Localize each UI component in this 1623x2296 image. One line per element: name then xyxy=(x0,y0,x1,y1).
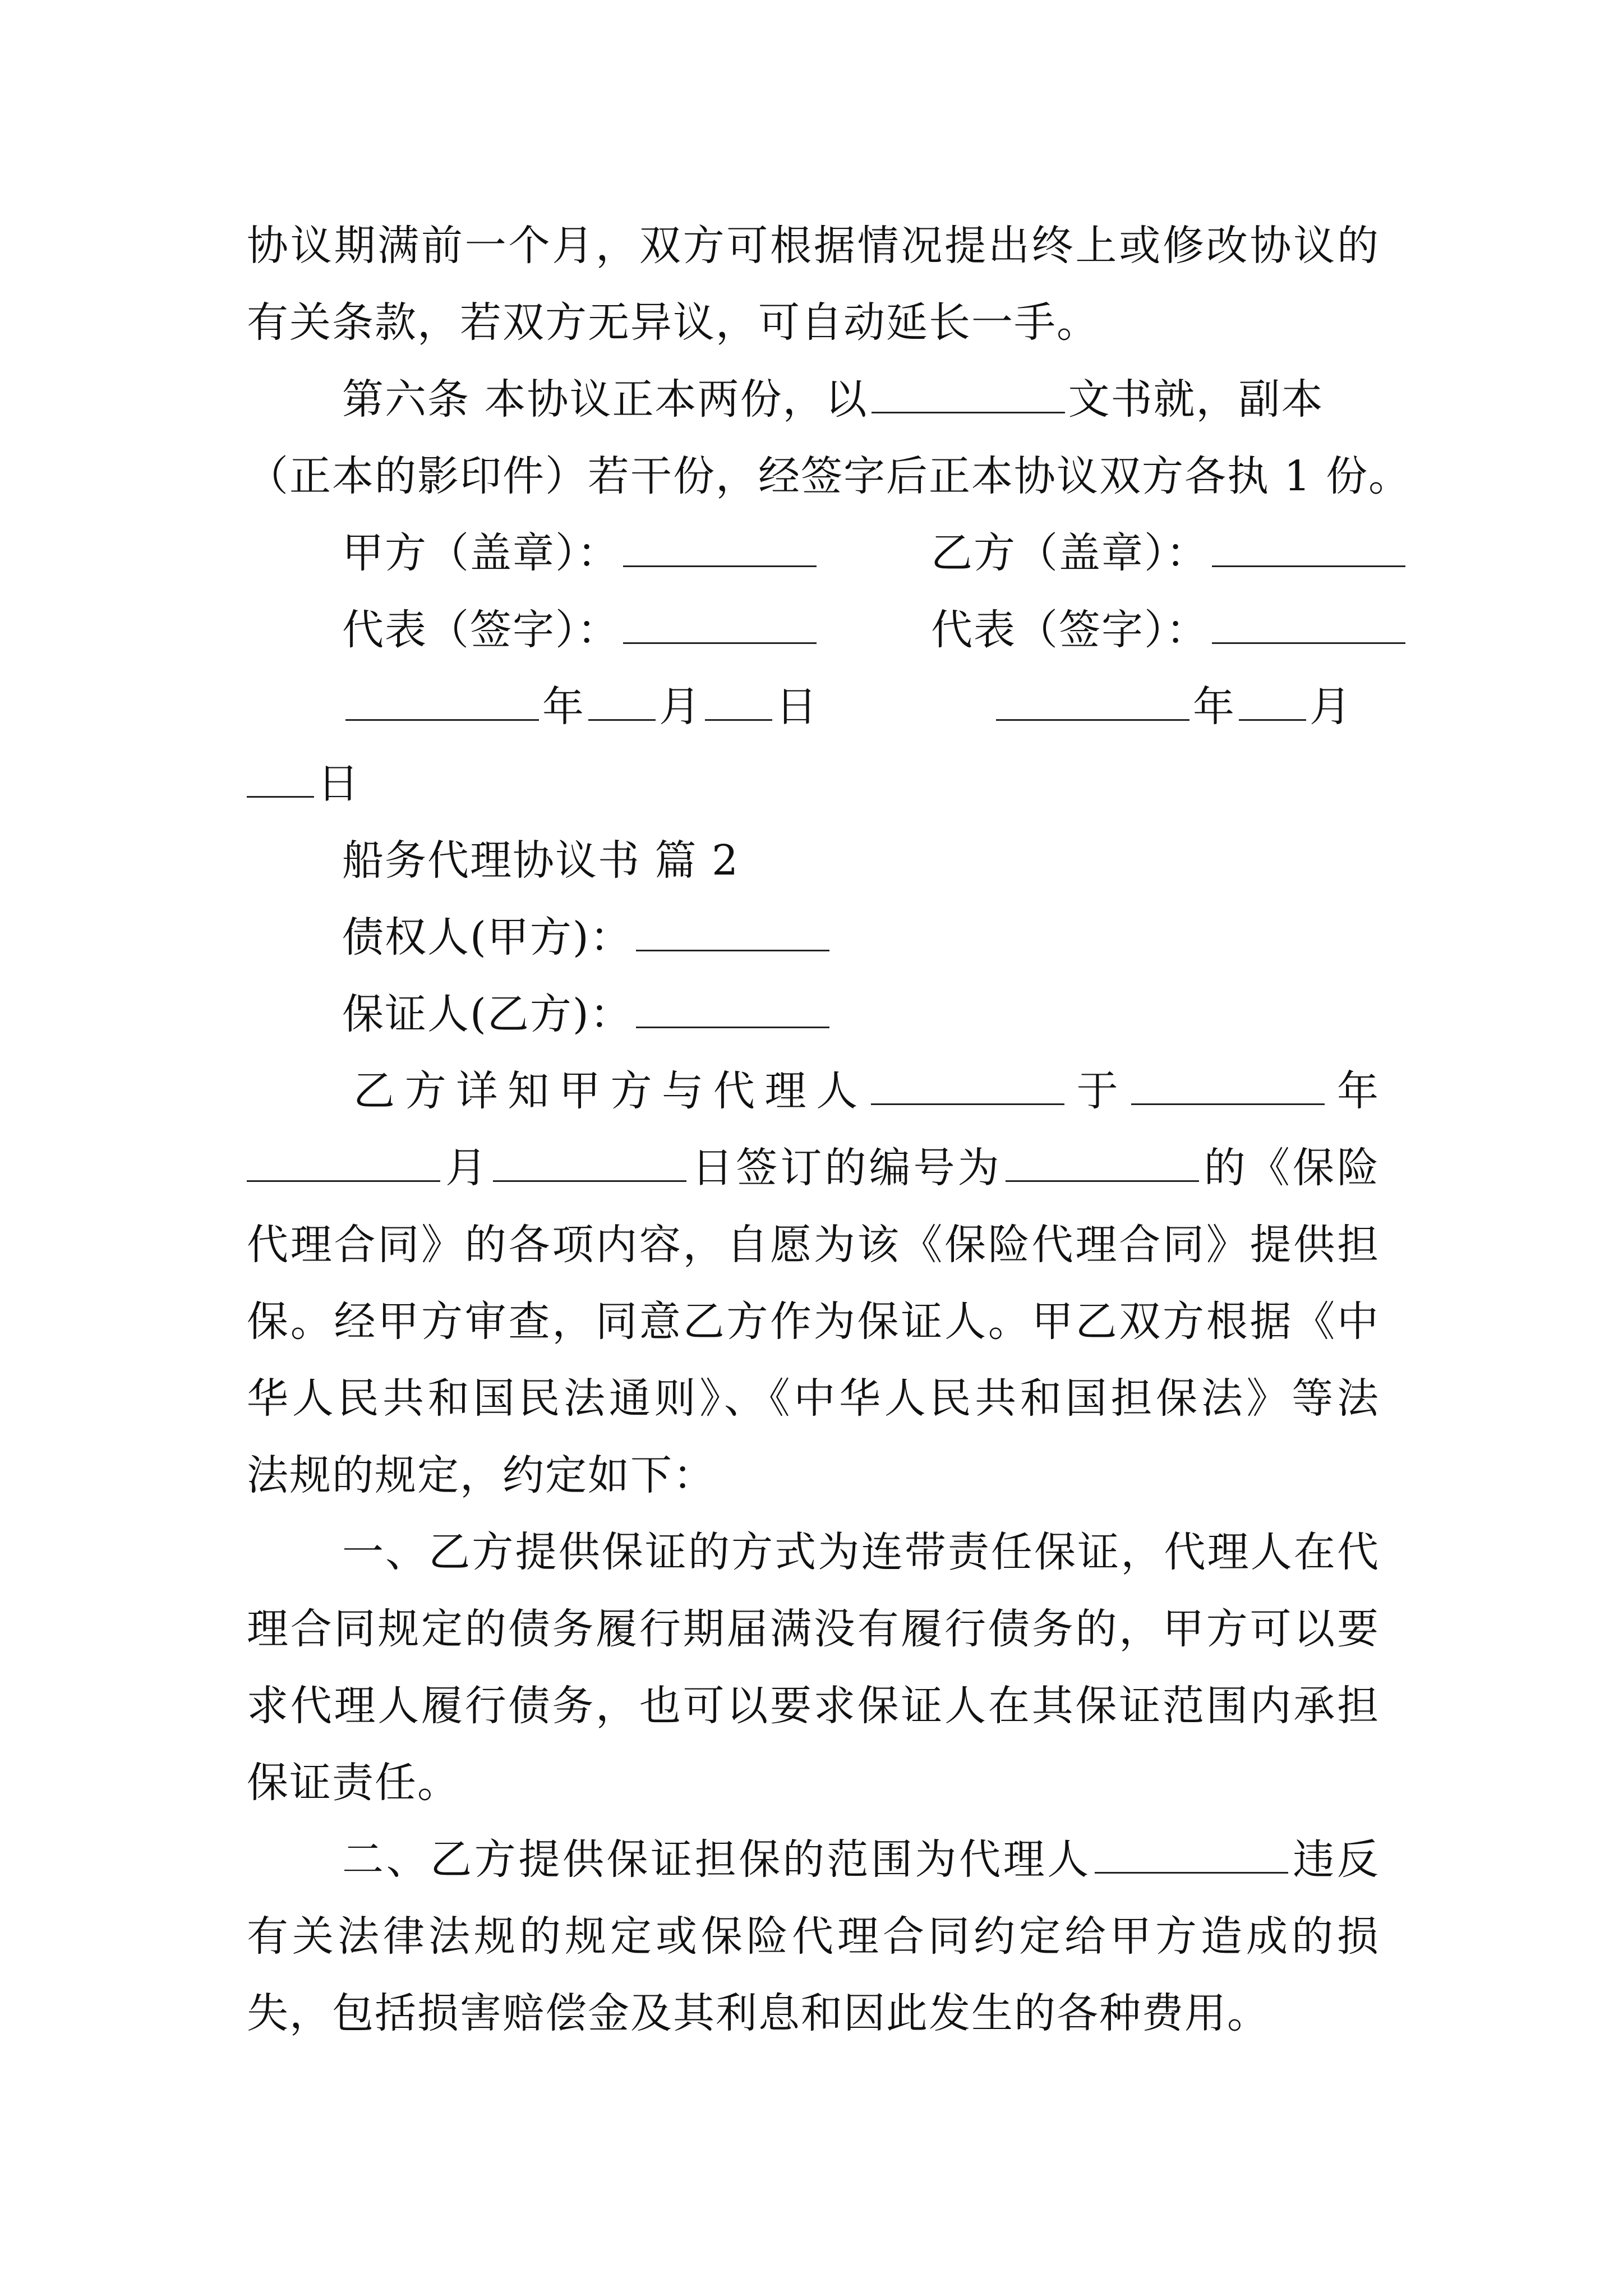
text-span: 日签订的编号为 xyxy=(690,1144,1002,1192)
blank-line xyxy=(1006,1145,1199,1182)
paragraph-line xyxy=(247,1283,1380,1360)
text-span: 的《保险 xyxy=(1202,1144,1380,1192)
year-label: 年 xyxy=(1193,683,1235,731)
blank-line xyxy=(247,1145,440,1182)
day-label: 日 xyxy=(317,760,360,808)
text-span: 失，包括损害赔偿金及其利息和因此发生的各种费用。 xyxy=(247,1989,1270,2037)
clause-line xyxy=(247,1898,1380,1975)
creditor-line xyxy=(247,899,1380,976)
clause-line xyxy=(247,1591,1380,1668)
blank-line xyxy=(871,1069,1064,1105)
blank-line xyxy=(636,992,829,1028)
text-span: 求代理人履行债务，也可以要求保证人在其保证范围内承担 xyxy=(247,1682,1380,1730)
day-label: 日 xyxy=(776,683,818,731)
section-title-text: 船务代理协议书 篇 2 xyxy=(342,836,740,885)
text-span: 文书就，副本 xyxy=(1068,375,1324,424)
signature-row xyxy=(247,592,1380,669)
text-span: 有关法律法规的规定或保险代理合同约定给甲方造成的损 xyxy=(247,1912,1380,1961)
text-span: 保。经甲方审查，同意乙方作为保证人。甲乙双方根据《中 xyxy=(247,1297,1380,1346)
party-b-seal-label: 乙方（盖章）： xyxy=(931,529,1209,577)
text-line xyxy=(247,284,1380,361)
text-span: 华人民共和国民法通则》、《中华人民共和国担保法》等法 xyxy=(247,1374,1380,1423)
clause-line xyxy=(247,1745,1380,1821)
text-span: 月 xyxy=(444,1144,490,1192)
blank-line xyxy=(493,1145,686,1182)
month-label: 月 xyxy=(659,683,702,731)
text-span: 法规的规定，约定如下： xyxy=(247,1451,716,1499)
text-span: 违反 xyxy=(1291,1835,1380,1884)
blank-line xyxy=(705,684,772,721)
blank-line xyxy=(872,377,1065,413)
blank-line xyxy=(1212,531,1405,567)
paragraph-line xyxy=(247,1053,1380,1130)
rep-b-label: 代表（签字）： xyxy=(931,606,1209,654)
blank-line xyxy=(623,608,817,644)
clause-line xyxy=(247,1821,1380,1898)
blank-line xyxy=(1095,1837,1288,1874)
text-span: 协议期满前一个月，双方可根据情况提出终上或修改协议的 xyxy=(247,222,1380,270)
rep-a-label: 代表（签字）： xyxy=(342,606,620,654)
text-span: 一、乙方提供保证的方式为连带责任保证，代理人在代 xyxy=(342,1528,1380,1576)
blank-line xyxy=(345,684,539,721)
blank-line xyxy=(636,915,829,951)
document-body xyxy=(247,208,1412,2052)
guarantor-label: 保证人(乙方)： xyxy=(342,990,633,1038)
blank-line xyxy=(247,761,314,798)
clause-line xyxy=(247,1514,1380,1591)
paragraph-line xyxy=(247,1437,1380,1514)
creditor-label: 债权人(甲方)： xyxy=(342,913,633,961)
text-span: （正本的影印件）若干份，经签字后正本协议双方各执 1 份。 xyxy=(247,452,1412,500)
text-line xyxy=(247,438,1412,515)
text-span: 保证责任。 xyxy=(247,1759,460,1807)
paragraph-line xyxy=(247,1360,1380,1437)
blank-line xyxy=(1131,1069,1325,1105)
blank-line xyxy=(623,531,817,567)
guarantor-line xyxy=(247,976,1380,1053)
blank-line xyxy=(996,684,1189,721)
date-group-b xyxy=(993,669,1352,746)
text-span: 第六条 本协议正本两份，以 xyxy=(342,375,868,424)
section-title xyxy=(247,822,1380,899)
blank-line xyxy=(1239,684,1306,721)
paragraph-line xyxy=(247,1207,1380,1283)
text-span: 理合同规定的债务履行期届满没有履行债务的，甲方可以要 xyxy=(247,1605,1380,1653)
text-span: 年 xyxy=(1328,1067,1380,1115)
party-b-seal-group xyxy=(931,515,1409,592)
text-span: 于 xyxy=(1067,1067,1128,1115)
article-six-line xyxy=(247,361,1380,438)
date-row-cont xyxy=(247,746,1380,822)
seal-row xyxy=(247,515,1380,592)
text-span: 代理合同》的各项内容，自愿为该《保险代理合同》提供担 xyxy=(247,1221,1380,1269)
party-a-seal-label: 甲方（盖章）： xyxy=(342,529,620,577)
paragraph-line xyxy=(247,1130,1380,1207)
clause-line xyxy=(247,1975,1380,2052)
text-span: 二、乙方提供保证担保的范围为代理人 xyxy=(342,1835,1091,1884)
text-span: 有关条款，若双方无异议，可自动延长一手。 xyxy=(247,298,1099,347)
blank-line xyxy=(588,684,656,721)
clause-line xyxy=(247,1668,1380,1745)
month-label: 月 xyxy=(1310,683,1352,731)
text-span: 乙方详知甲方与代理人 xyxy=(353,1067,868,1115)
year-label: 年 xyxy=(542,683,585,731)
rep-b-group xyxy=(931,592,1409,669)
text-line xyxy=(247,208,1380,284)
blank-line xyxy=(1212,608,1405,644)
date-row xyxy=(247,669,1380,746)
